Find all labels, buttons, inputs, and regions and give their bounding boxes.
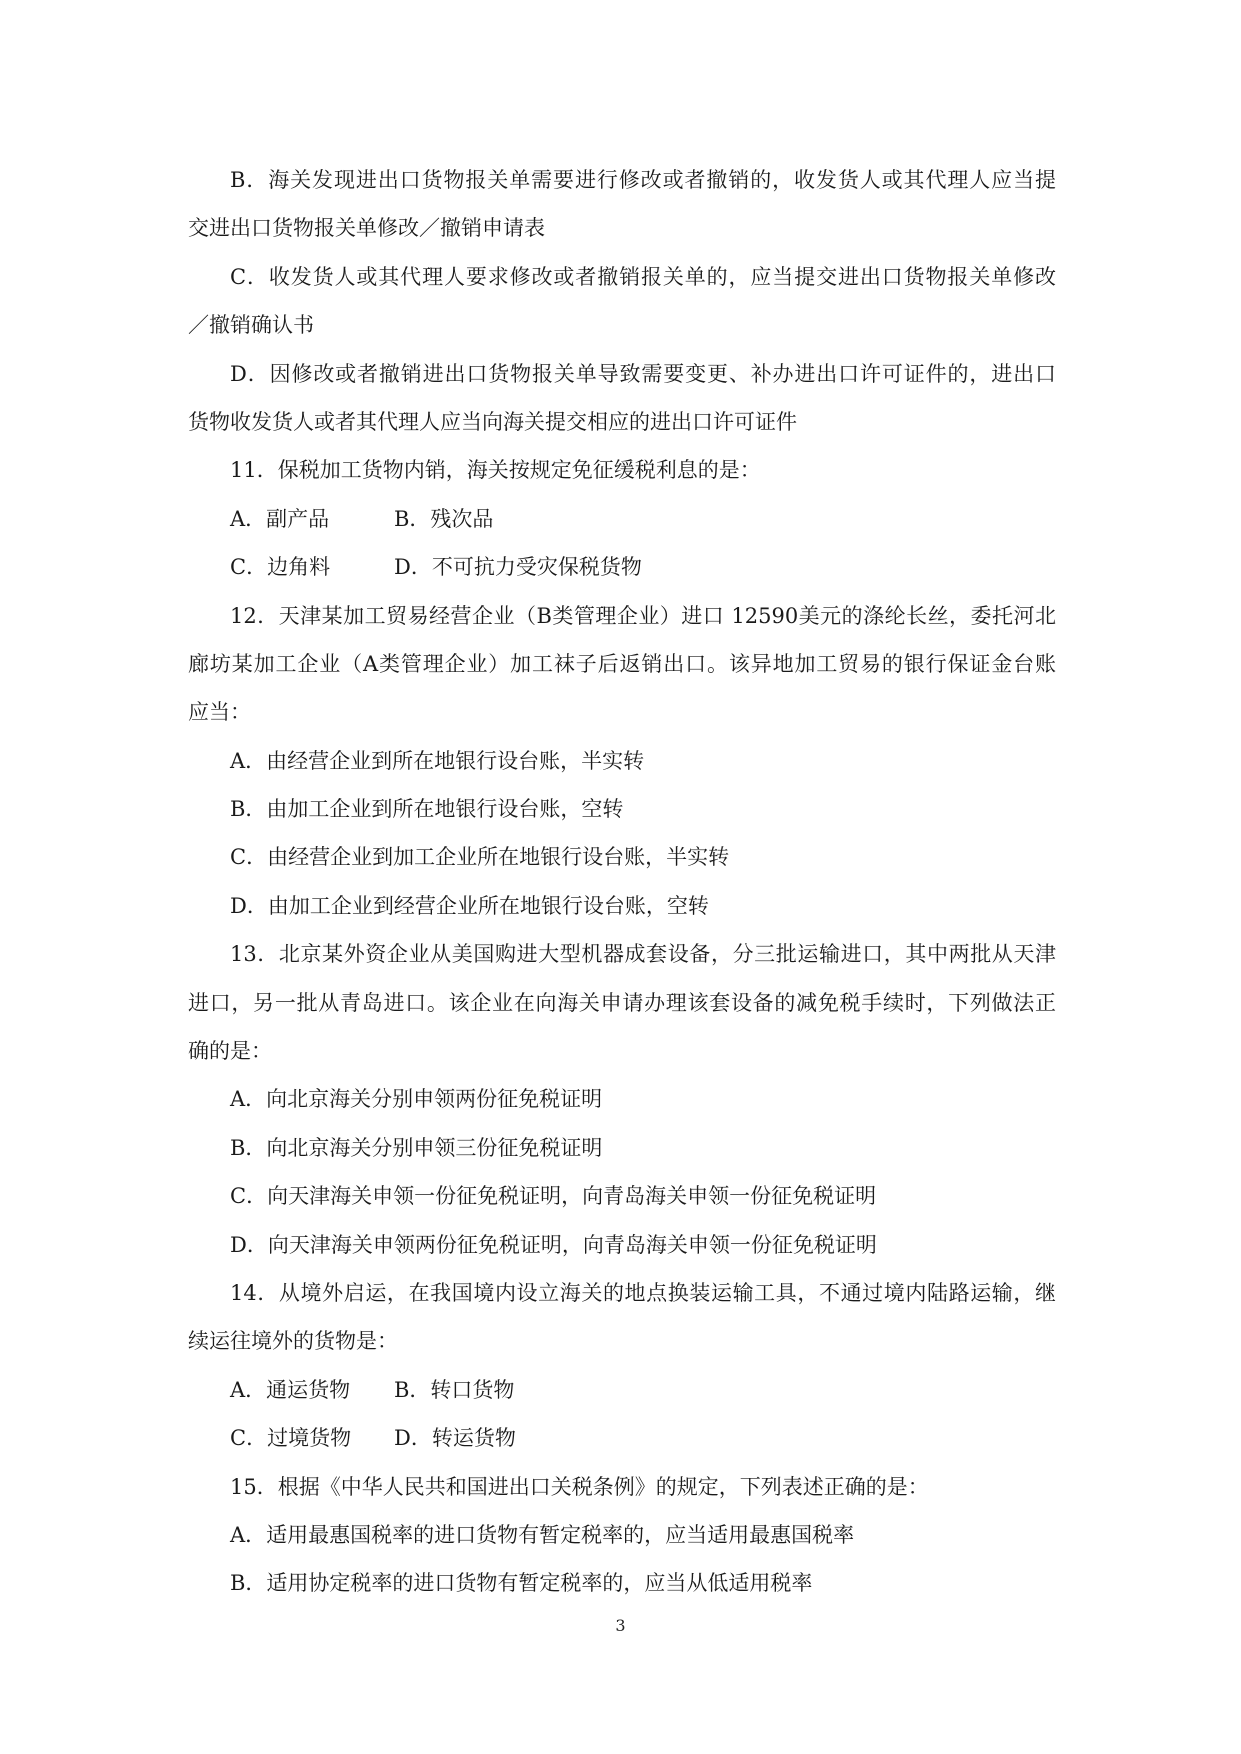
text-line: ／撤销确认书 [188, 313, 314, 338]
text-line: D．由加工企业到经营企业所在地银行设台账，空转 [230, 893, 709, 918]
option-text: C．边角料 [230, 555, 331, 580]
text-line: C．收发货人或其代理人要求修改或者撤销报关单的，应当提交进出口货物报关单修改 [230, 264, 1056, 289]
text-line: 13．北京某外资企业从美国购进大型机器成套设备，分三批运输进口，其中两批从天津 [230, 942, 1056, 967]
option-pair-line [188, 1414, 1056, 1462]
option-pair-line [188, 543, 1056, 591]
text-line: 12．天津某加工贸易经营企业（B类管理企业）进口 12590美元的涤纶长丝，委托河北 [230, 603, 1056, 628]
text-line: B．海关发现进出口货物报关单需要进行修改或者撤销的，收发货人或其代理人应当提 [230, 168, 1056, 192]
text-line: 15．根据《中华人民共和国进出口关税条例》的规定，下列表述正确的是： [230, 1474, 929, 1499]
text-line: B．适用协定税率的进口货物有暂定税率的，应当从低适用税率 [230, 1571, 813, 1596]
text-line: 廊坊某加工企业（A类管理企业）加工袜子后返销出口。该异地加工贸易的银行保证金台账 [188, 651, 1056, 676]
text-line: 14．从境外启运，在我国境内设立海关的地点换装运输工具，不通过境内陆路运输，继 [230, 1280, 1056, 1305]
option-pair-line [188, 495, 1056, 543]
page-number: 3 [615, 1616, 626, 1635]
text-line: 续运往境外的货物是： [188, 1329, 398, 1354]
option-text: A．通运货物 [230, 1377, 351, 1402]
text-line: 货物收发货人或者其代理人应当向海关提交相应的进出口许可证件 [188, 409, 797, 434]
page-body [188, 156, 1056, 1608]
option-text: D．转运货物 [394, 1426, 516, 1451]
text-line: C．向天津海关申领一份征免税证明，向青岛海关申领一份征免税证明 [230, 1184, 877, 1209]
text-line: 交进出口货物报关单修改／撤销申请表 [188, 216, 545, 241]
text-line: A．适用最惠国税率的进口货物有暂定税率的，应当适用最惠国税率 [230, 1522, 855, 1547]
option-text: A．副产品 [230, 506, 330, 531]
option-text: B．残次品 [394, 506, 494, 531]
text-line: 进口，另一批从青岛进口。该企业在向海关申请办理该套设备的减免税手续时，下列做法正 [188, 990, 1056, 1015]
option-text: B．转口货物 [394, 1377, 515, 1402]
text-line: D．因修改或者撤销进出口货物报关单导致需要变更、补办进出口许可证件的，进出口 [230, 361, 1056, 386]
text-line: A．由经营企业到所在地银行设台账，半实转 [230, 748, 645, 773]
text-line: A．向北京海关分别申领两份征免税证明 [230, 1087, 603, 1112]
option-pair-line [188, 1366, 1056, 1414]
text-line: 11．保税加工货物内销，海关按规定免征缓税利息的是： [230, 458, 761, 483]
option-text: C．过境货物 [230, 1426, 352, 1451]
option-text: D．不可抗力受灾保税货物 [394, 555, 642, 580]
text-line: 应当： [188, 700, 251, 725]
text-line: C．由经营企业到加工企业所在地银行设台账，半实转 [230, 845, 730, 870]
text-line: B．由加工企业到所在地银行设台账，空转 [230, 797, 624, 822]
text-line: D．向天津海关申领两份征免税证明，向青岛海关申领一份征免税证明 [230, 1232, 877, 1257]
text-line: 确的是： [188, 1039, 272, 1064]
text-line: B．向北京海关分别申领三份征免税证明 [230, 1135, 603, 1160]
